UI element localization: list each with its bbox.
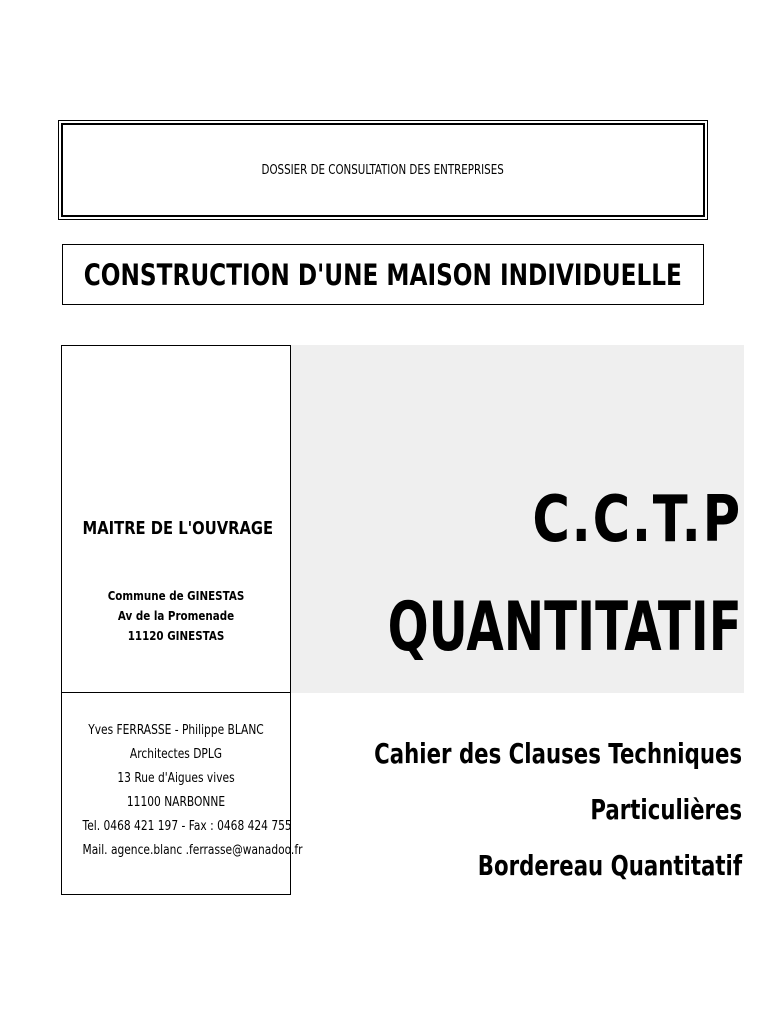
project-title-box [62,244,704,305]
project-title: CONSTRUCTION D'UNE MAISON INDIVIDUELLE [83,257,683,292]
owner-box [61,345,291,693]
dossier-header-box [61,123,705,217]
architect-contact [82,719,303,863]
owner-address [78,586,274,646]
owner-line: Av de la Promenade [117,609,235,623]
architect-line: 13 Rue d'Aigues vives [117,771,235,786]
document-type: QUANTITATIF [387,588,742,667]
subtitle-line: Bordereau Quantitatif [477,849,742,882]
owner-heading: MAITRE DE L'OUVRAGE [82,518,274,539]
architect-box [61,692,303,895]
subtitle-line: Particulières [590,793,742,826]
document-code: C.C.T.P [532,483,742,557]
architect-line: 11100 NARBONNE [126,795,226,810]
architect-line: Mail. agence.blanc .ferrasse@wanadoo.fr [82,843,303,858]
dossier-label: DOSSIER DE CONSULTATION DES ENTREPRISES [261,162,505,178]
subtitle-line: Cahier des Clauses Techniques [374,737,742,770]
owner-line: Commune de GINESTAS [107,589,245,603]
architect-line: Architectes DPLG [129,747,223,762]
document-subtitle [374,726,742,894]
architect-line: Tel. 0468 421 197 - Fax : 0468 424 755 [82,819,292,834]
architect-line: Yves FERRASSE - Philippe BLANC [88,723,264,738]
owner-line: 11120 GINESTAS [127,629,225,643]
